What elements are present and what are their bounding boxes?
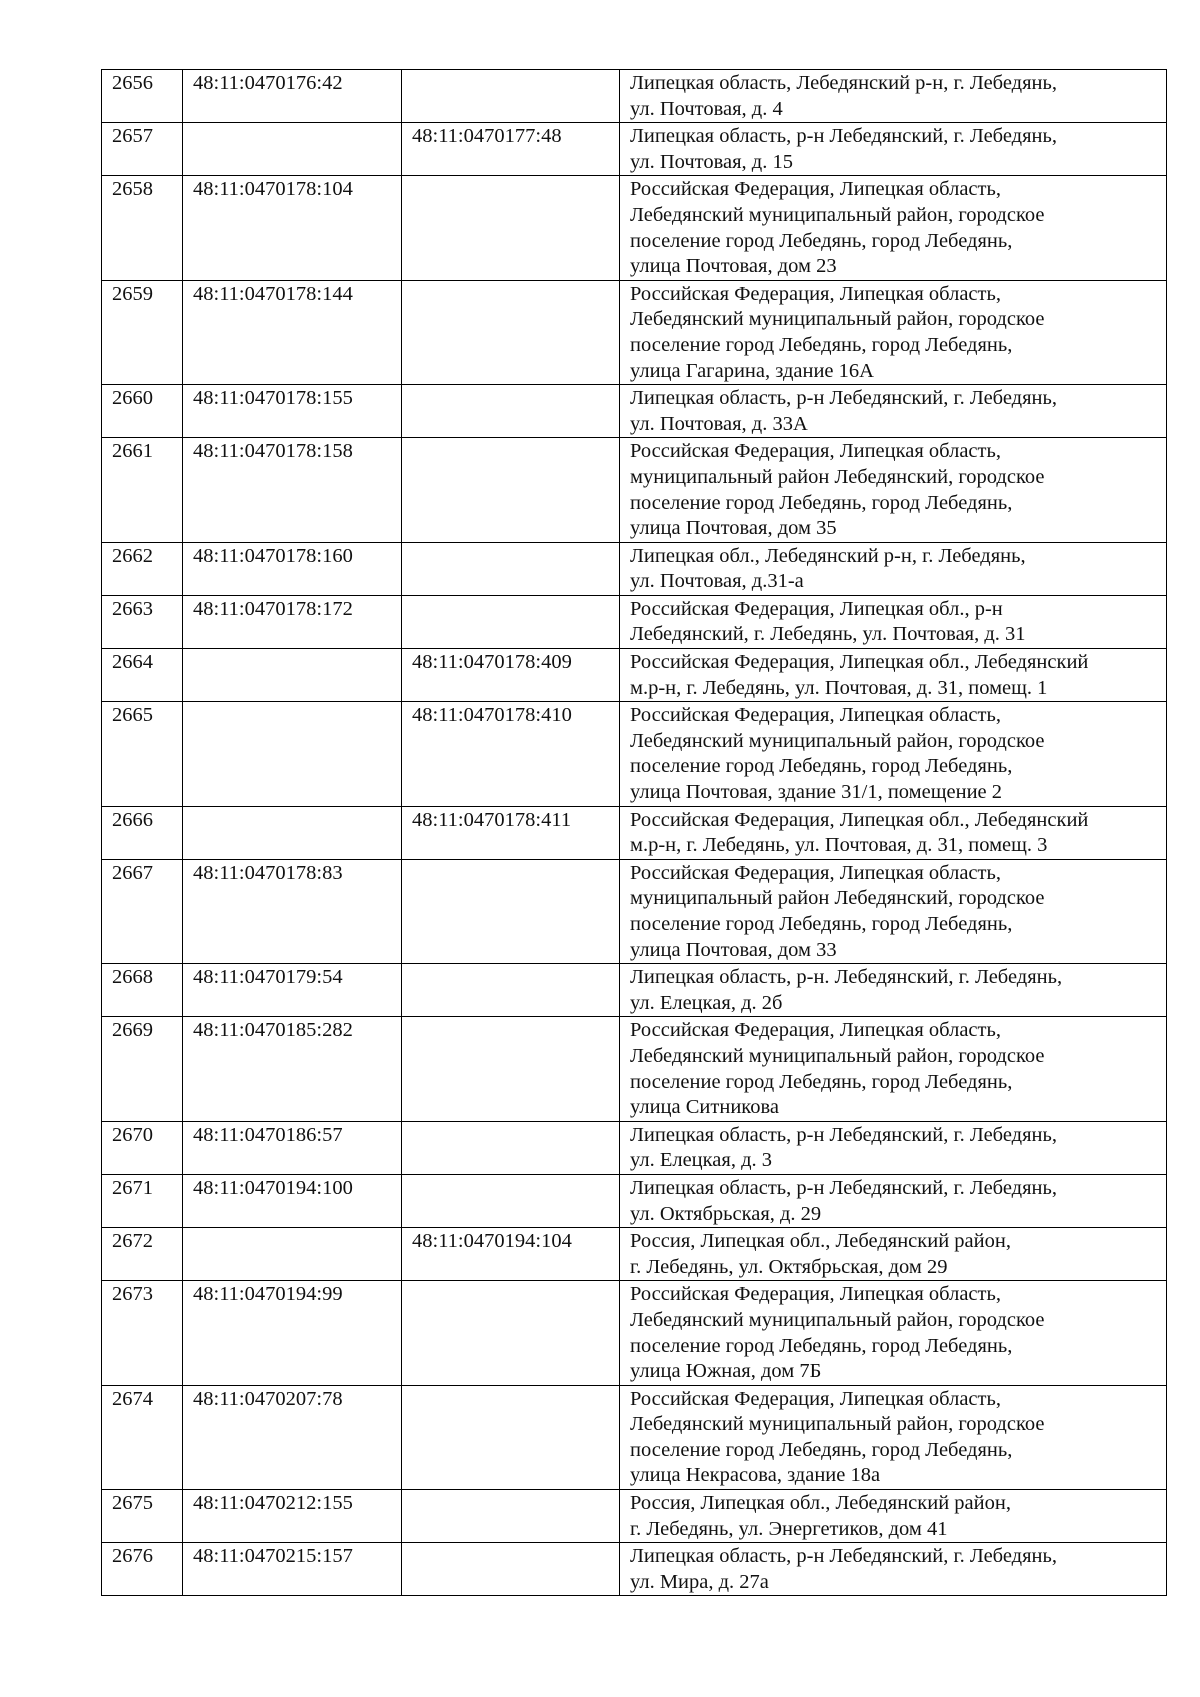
address-cell: Липецкая область, р-н Лебедянский, г. Лебедянь, ул. Елецкая, д. 3 — [620, 1121, 1167, 1174]
cadastral-number-cell — [183, 806, 402, 859]
table-row — [102, 1281, 1167, 1385]
row-number-cell: 2673 — [102, 1281, 183, 1385]
table-row — [102, 1017, 1167, 1121]
table-row — [102, 806, 1167, 859]
table-row — [102, 859, 1167, 963]
premises-cadastral-number-cell — [402, 1017, 620, 1121]
table-body — [102, 70, 1167, 1596]
row-number-cell: 2666 — [102, 806, 183, 859]
premises-cadastral-number-cell: 48:11:0470177:48 — [402, 123, 620, 176]
row-number-cell: 2661 — [102, 438, 183, 542]
row-number-cell: 2662 — [102, 542, 183, 595]
table-row — [102, 1385, 1167, 1489]
document-page — [101, 69, 1166, 1596]
premises-cadastral-number-cell — [402, 964, 620, 1017]
premises-cadastral-number-cell — [402, 176, 620, 280]
row-number-cell: 2675 — [102, 1490, 183, 1543]
cadastral-number-cell: 48:11:0470178:144 — [183, 280, 402, 384]
address-cell: Российская Федерация, Липецкая обл., Лебедянский м.р-н, г. Лебедянь, ул. Почтовая, д. 31, помещ. 1 — [620, 649, 1167, 702]
cadastral-number-cell: 48:11:0470185:282 — [183, 1017, 402, 1121]
address-cell: Россия, Липецкая обл., Лебедянский район, г. Лебедянь, ул. Энергетиков, дом 41 — [620, 1490, 1167, 1543]
cadastral-number-cell — [183, 649, 402, 702]
address-cell: Липецкая область, р-н Лебедянский, г. Лебедянь, ул. Мира, д. 27а — [620, 1543, 1167, 1596]
address-cell: Липецкая область, р-н Лебедянский, г. Лебедянь, ул. Октябрьская, д. 29 — [620, 1174, 1167, 1227]
cadastral-number-cell: 48:11:0470194:99 — [183, 1281, 402, 1385]
premises-cadastral-number-cell — [402, 1385, 620, 1489]
premises-cadastral-number-cell — [402, 1490, 620, 1543]
row-number-cell: 2664 — [102, 649, 183, 702]
address-cell: Российская Федерация, Липецкая область, Лебедянский муниципальный район, городское поселение город Лебедянь, город Лебедянь, улица Почтовая, здание 31/1, помещение 2 — [620, 702, 1167, 806]
premises-cadastral-number-cell — [402, 1281, 620, 1385]
premises-cadastral-number-cell — [402, 1543, 620, 1596]
address-cell: Российская Федерация, Липецкая область, Лебедянский муниципальный район, городское поселение город Лебедянь, город Лебедянь, улица Почтовая, дом 23 — [620, 176, 1167, 280]
address-cell: Липецкая область, р-н Лебедянский, г. Лебедянь, ул. Почтовая, д. 15 — [620, 123, 1167, 176]
cadastral-number-cell: 48:11:0470186:57 — [183, 1121, 402, 1174]
premises-cadastral-number-cell — [402, 859, 620, 963]
cadastral-number-cell: 48:11:0470179:54 — [183, 964, 402, 1017]
address-cell: Российская Федерация, Липецкая область, Лебедянский муниципальный район, городское поселение город Лебедянь, город Лебедянь, улица Гагарина, здание 16А — [620, 280, 1167, 384]
row-number-cell: 2671 — [102, 1174, 183, 1227]
cadastral-number-cell: 48:11:0470207:78 — [183, 1385, 402, 1489]
address-cell: Российская Федерация, Липецкая область, муниципальный район Лебедянский, городское поселение город Лебедянь, город Лебедянь, улица Почтовая, дом 33 — [620, 859, 1167, 963]
table-row — [102, 438, 1167, 542]
cadastral-number-cell: 48:11:0470178:172 — [183, 595, 402, 648]
row-number-cell: 2656 — [102, 70, 183, 123]
row-number-cell: 2668 — [102, 964, 183, 1017]
premises-cadastral-number-cell: 48:11:0470178:409 — [402, 649, 620, 702]
row-number-cell: 2663 — [102, 595, 183, 648]
cadastral-number-cell: 48:11:0470194:100 — [183, 1174, 402, 1227]
row-number-cell: 2669 — [102, 1017, 183, 1121]
cadastral-number-cell: 48:11:0470178:160 — [183, 542, 402, 595]
premises-cadastral-number-cell: 48:11:0470178:410 — [402, 702, 620, 806]
table-row — [102, 385, 1167, 438]
row-number-cell: 2670 — [102, 1121, 183, 1174]
cadastral-number-cell: 48:11:0470178:155 — [183, 385, 402, 438]
address-cell: Российская Федерация, Липецкая область, муниципальный район Лебедянский, городское поселение город Лебедянь, город Лебедянь, улица Почтовая, дом 35 — [620, 438, 1167, 542]
address-cell: Липецкая область, р-н. Лебедянский, г. Лебедянь, ул. Елецкая, д. 2б — [620, 964, 1167, 1017]
premises-cadastral-number-cell — [402, 385, 620, 438]
premises-cadastral-number-cell — [402, 1121, 620, 1174]
cadastral-number-cell — [183, 1228, 402, 1281]
cadastral-number-cell: 48:11:0470178:158 — [183, 438, 402, 542]
premises-cadastral-number-cell — [402, 542, 620, 595]
cadastral-number-cell: 48:11:0470215:157 — [183, 1543, 402, 1596]
row-number-cell: 2667 — [102, 859, 183, 963]
premises-cadastral-number-cell — [402, 438, 620, 542]
address-cell: Российская Федерация, Липецкая область, Лебедянский муниципальный район, городское поселение город Лебедянь, город Лебедянь, улица Ситникова — [620, 1017, 1167, 1121]
cadastral-number-cell: 48:11:0470212:155 — [183, 1490, 402, 1543]
address-cell: Россия, Липецкая обл., Лебедянский район, г. Лебедянь, ул. Октябрьская, дом 29 — [620, 1228, 1167, 1281]
row-number-cell: 2660 — [102, 385, 183, 438]
address-cell: Российская Федерация, Липецкая область, Лебедянский муниципальный район, городское поселение город Лебедянь, город Лебедянь, улица Южная, дом 7Б — [620, 1281, 1167, 1385]
row-number-cell: 2672 — [102, 1228, 183, 1281]
cadastral-number-cell: 48:11:0470176:42 — [183, 70, 402, 123]
property-registry-table — [101, 69, 1167, 1596]
row-number-cell: 2674 — [102, 1385, 183, 1489]
row-number-cell: 2658 — [102, 176, 183, 280]
table-row — [102, 964, 1167, 1017]
table-row — [102, 1543, 1167, 1596]
table-row — [102, 1228, 1167, 1281]
cadastral-number-cell: 48:11:0470178:83 — [183, 859, 402, 963]
premises-cadastral-number-cell — [402, 280, 620, 384]
address-cell: Липецкая обл., Лебедянский р-н, г. Лебедянь, ул. Почтовая, д.31-а — [620, 542, 1167, 595]
premises-cadastral-number-cell — [402, 595, 620, 648]
table-row — [102, 542, 1167, 595]
premises-cadastral-number-cell: 48:11:0470194:104 — [402, 1228, 620, 1281]
table-row — [102, 702, 1167, 806]
row-number-cell: 2659 — [102, 280, 183, 384]
premises-cadastral-number-cell — [402, 70, 620, 123]
address-cell: Российская Федерация, Липецкая область, Лебедянский муниципальный район, городское поселение город Лебедянь, город Лебедянь, улица Некрасова, здание 18а — [620, 1385, 1167, 1489]
address-cell: Липецкая область, р-н Лебедянский, г. Лебедянь, ул. Почтовая, д. 33А — [620, 385, 1167, 438]
address-cell: Российская Федерация, Липецкая обл., Лебедянский м.р-н, г. Лебедянь, ул. Почтовая, д. 31, помещ. 3 — [620, 806, 1167, 859]
cadastral-number-cell: 48:11:0470178:104 — [183, 176, 402, 280]
premises-cadastral-number-cell — [402, 1174, 620, 1227]
premises-cadastral-number-cell: 48:11:0470178:411 — [402, 806, 620, 859]
table-row — [102, 70, 1167, 123]
row-number-cell: 2665 — [102, 702, 183, 806]
row-number-cell: 2657 — [102, 123, 183, 176]
row-number-cell: 2676 — [102, 1543, 183, 1596]
cadastral-number-cell — [183, 123, 402, 176]
table-row — [102, 1174, 1167, 1227]
table-row — [102, 123, 1167, 176]
cadastral-number-cell — [183, 702, 402, 806]
table-row — [102, 1490, 1167, 1543]
table-row — [102, 649, 1167, 702]
table-row — [102, 1121, 1167, 1174]
table-row — [102, 280, 1167, 384]
table-row — [102, 176, 1167, 280]
address-cell: Российская Федерация, Липецкая обл., р-н Лебедянский, г. Лебедянь, ул. Почтовая, д. 31 — [620, 595, 1167, 648]
address-cell: Липецкая область, Лебедянский р-н, г. Лебедянь, ул. Почтовая, д. 4 — [620, 70, 1167, 123]
table-row — [102, 595, 1167, 648]
